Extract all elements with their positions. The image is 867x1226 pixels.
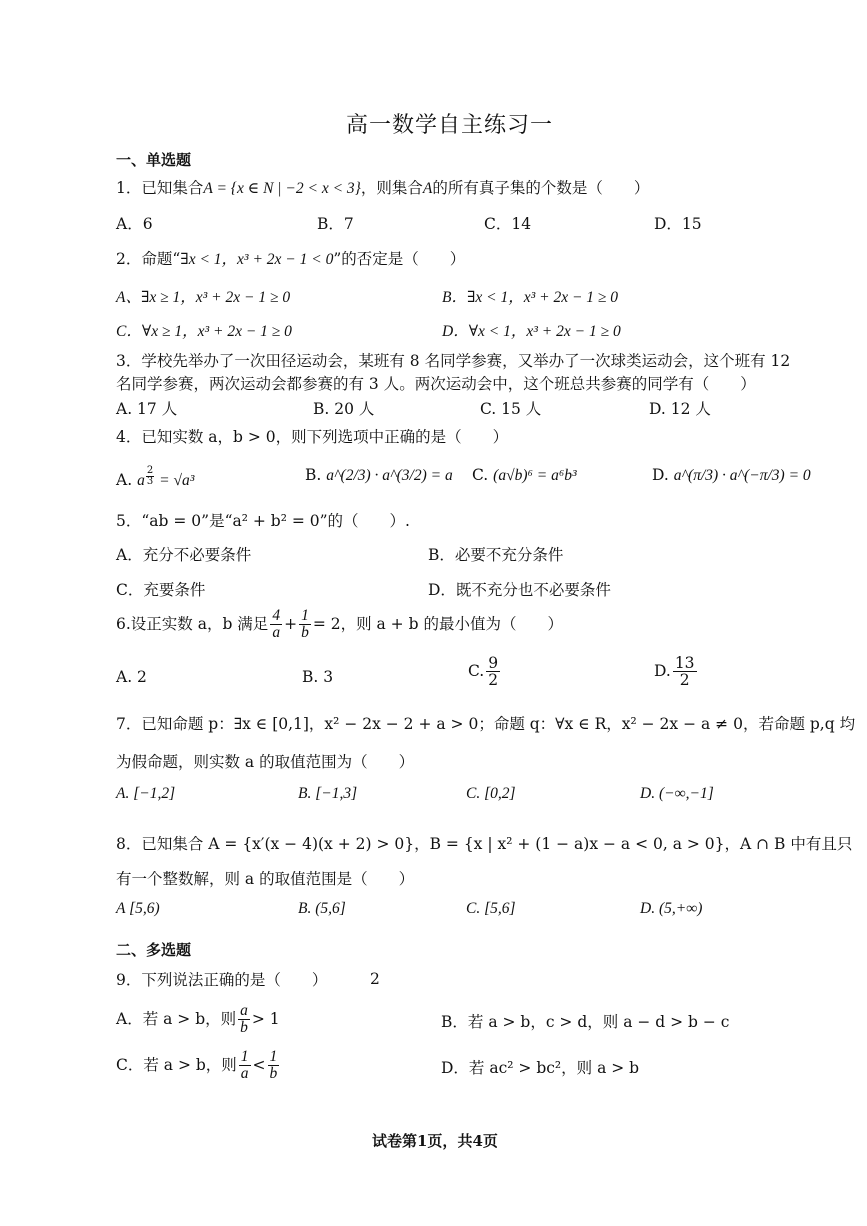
q6-option-c-label: C. <box>468 661 485 680</box>
q6-optc-den: 2 <box>488 671 499 690</box>
q8-option-a[interactable]: A [5,6) <box>116 900 160 917</box>
q9-optc-num1: 1 <box>240 1048 249 1065</box>
q4-option-c-expr: (a√b)⁶ = a⁶b³ <box>493 467 577 484</box>
q4-option-a-base: a <box>137 472 145 489</box>
q1-option-b[interactable]: B．7 <box>317 215 354 233</box>
q3-option-b[interactable]: B. 20 人 <box>313 400 375 418</box>
q9-optc-den2: b <box>269 1065 278 1083</box>
q6-option-b[interactable]: B. 3 <box>302 668 334 686</box>
q6-frac2-num: 1 <box>301 607 309 624</box>
q4-option-a-label: A. <box>116 471 133 489</box>
q4-option-c[interactable] <box>472 466 577 485</box>
q5-option-c[interactable]: C．充要条件 <box>116 581 206 599</box>
q1-option-c[interactable]: C．14 <box>484 215 532 233</box>
question-5-stem: 5．“ab = 0”是“a² + b² = 0”的（ ）. <box>116 512 410 530</box>
q4-option-b-expr: a^(2/3) · a^(3/2) = a <box>326 467 453 484</box>
q2-option-d[interactable]: D．∀x < 1，x³ + 2x − 1 ≥ 0 <box>442 323 621 340</box>
q1-option-a[interactable]: A．6 <box>116 215 153 233</box>
q2-stem-math: ∃x < 1，x³ + 2x − 1 < 0 <box>180 251 334 268</box>
section-heading-single-choice: 一、单选题 <box>116 151 192 169</box>
q4-option-d-label: D. <box>652 466 669 484</box>
q2-option-b[interactable]: B．∃x < 1，x³ + 2x − 1 ≥ 0 <box>442 289 619 306</box>
q6-fraction-4-over-a <box>270 608 282 642</box>
q5-option-b[interactable]: B．必要不充分条件 <box>428 546 564 564</box>
q1-set-expression: A = {x ∈ N | −2 < x < 3} <box>203 180 361 197</box>
q6-frac1-den: a <box>272 624 281 642</box>
q4-option-a-exponent <box>146 466 154 487</box>
q7-option-a[interactable]: A. [−1,2] <box>116 785 176 802</box>
q8-option-b[interactable]: B. (5,6] <box>298 900 346 917</box>
stray-mark: 2 <box>370 970 380 988</box>
page-title: 高一数学自主练习一 <box>346 113 554 138</box>
q1-stem-pre: 1．已知集合 <box>116 179 204 197</box>
q4-option-a-exp-den: 3 <box>146 476 154 487</box>
q6-optd-num: 13 <box>674 654 695 672</box>
q9-option-a-post: > 1 <box>251 1009 280 1028</box>
q9-optc-den1: a <box>240 1065 249 1083</box>
q1-option-d[interactable]: D．15 <box>654 215 702 233</box>
q6-option-d-fraction <box>673 655 697 689</box>
q2-stem-post: ”的否定是（ ） <box>333 250 466 268</box>
q2-option-a[interactable]: A、∃x ≥ 1，x³ + 2x − 1 ≥ 0 <box>116 289 291 306</box>
q9-option-c[interactable] <box>116 1049 281 1083</box>
q9-option-a-pre: A．若 a > b，则 <box>116 1009 237 1028</box>
question-6-stem: 6.设正实数 a，b 满足 $\frac{4}{a}$ + $\frac{1}{b}$ = 2，则 a + b 的最小值为（ ） <box>116 607 563 642</box>
q8-option-c[interactable]: C. [5,6] <box>466 900 516 917</box>
question-4-stem: 4．已知实数 a，b > 0，则下列选项中正确的是（ ） <box>116 428 509 446</box>
question-9-stem: 9．下列说法正确的是（ ） <box>116 971 328 989</box>
q4-option-c-label: C. <box>472 466 489 484</box>
q4-option-d-expr: a^(π/3) · a^(−π/3) = 0 <box>673 467 811 484</box>
q6-stem-pre: 6.设正实数 a，b 满足 <box>116 614 269 633</box>
q6-fraction-1-over-b <box>299 608 311 642</box>
question-8-line-2: 有一个整数解，则 a 的取值范围是（ ） <box>116 870 415 888</box>
question-7-line-1: 7．已知命题 p：∃x ∈ [0,1]，x² − 2x − 2 + a > 0；命题 q：∀x ∈ R，x² − 2x − a ≠ 0，若命题 p,q 均 <box>116 715 856 733</box>
q7-option-d[interactable]: D. (−∞,−1] <box>640 785 714 802</box>
q2-stem-pre: 2．命题“ <box>116 250 181 268</box>
q4-option-b-label: B. <box>305 466 322 484</box>
q4-option-a-exp-num: 2 <box>146 465 154 476</box>
q6-frac2-den: b <box>301 624 309 642</box>
q9-optc-num2: 1 <box>269 1048 278 1065</box>
q9-option-c-pre: C．若 a > b，则 <box>116 1055 237 1074</box>
q4-option-d[interactable] <box>652 466 811 485</box>
q6-optc-num: 9 <box>488 654 499 672</box>
page-footer: 试卷第1页，共4页 <box>372 1132 498 1150</box>
q3-option-c[interactable]: C. 15 人 <box>480 400 542 418</box>
section-heading-multiple-choice: 二、多选题 <box>116 941 192 959</box>
q6-optd-den: 2 <box>679 671 690 690</box>
q9-option-d[interactable]: D．若 ac² > bc²，则 a > b <box>441 1059 640 1077</box>
q6-option-c-fraction <box>486 655 500 689</box>
q4-option-a[interactable] <box>116 466 194 490</box>
q3-option-a[interactable]: A. 17 人 <box>116 400 178 418</box>
q4-option-a-rhs: = √a³ <box>159 472 195 489</box>
q6-option-d-label: D. <box>654 661 671 680</box>
q1-stem-end: 的所有真子集的个数是（ ） <box>432 179 650 197</box>
question-3-line-1: 3．学校先举办了一次田径运动会，某班有 8 名同学参赛，又举办了一次球类运动会，这个班有 12 <box>116 352 791 370</box>
q9-option-c-fraction-2 <box>268 1049 280 1083</box>
q9-opta-den: b <box>240 1019 248 1037</box>
q5-option-a[interactable]: A．充分不必要条件 <box>116 546 252 564</box>
q9-option-c-lt: < <box>252 1055 266 1074</box>
question-1-stem <box>116 176 649 198</box>
q9-option-c-fraction-1 <box>239 1049 251 1083</box>
q1-stem-post: ，则集合 <box>360 179 423 197</box>
q7-option-b[interactable]: B. [−1,3] <box>298 785 358 802</box>
q9-option-b[interactable]: B．若 a > b，c > d，则 a − d > b − c <box>441 1013 730 1031</box>
q4-option-b[interactable] <box>305 466 453 485</box>
q6-option-a[interactable]: A. 2 <box>116 668 147 686</box>
question-3-line-2: 名同学参赛，两次运动会都参赛的有 3 人。两次运动会中，这个班总共参赛的同学有（ ） <box>116 375 756 393</box>
question-8-line-1: 8．已知集合 A = {x′(x − 4)(x + 2) > 0}，B = {x | x² + (1 − a)x − a < 0, a > 0}，A ∩ B 中有且只 <box>116 835 853 853</box>
q6-option-c[interactable] <box>468 655 502 689</box>
q5-option-d[interactable]: D．既不充分也不必要条件 <box>428 581 611 599</box>
q8-option-d[interactable]: D. (5,+∞) <box>640 900 703 917</box>
q6-stem-post: = 2，则 a + b 的最小值为（ ） <box>312 614 563 633</box>
q7-option-c[interactable]: C. [0,2] <box>466 785 516 802</box>
question-7-line-2: 为假命题，则实数 a 的取值范围为（ ） <box>116 753 415 771</box>
q3-option-d[interactable]: D. 12 人 <box>649 400 711 418</box>
q9-opta-num: a <box>240 1002 248 1019</box>
q1-var: A <box>422 180 433 197</box>
q2-option-c[interactable]: C．∀x ≥ 1，x³ + 2x − 1 ≥ 0 <box>116 323 292 340</box>
q6-option-d[interactable] <box>654 655 699 689</box>
question-2-stem <box>116 247 465 269</box>
q6-frac1-num: 4 <box>272 607 281 624</box>
q9-option-a[interactable] <box>116 1003 280 1037</box>
q9-option-a-fraction <box>238 1003 250 1037</box>
